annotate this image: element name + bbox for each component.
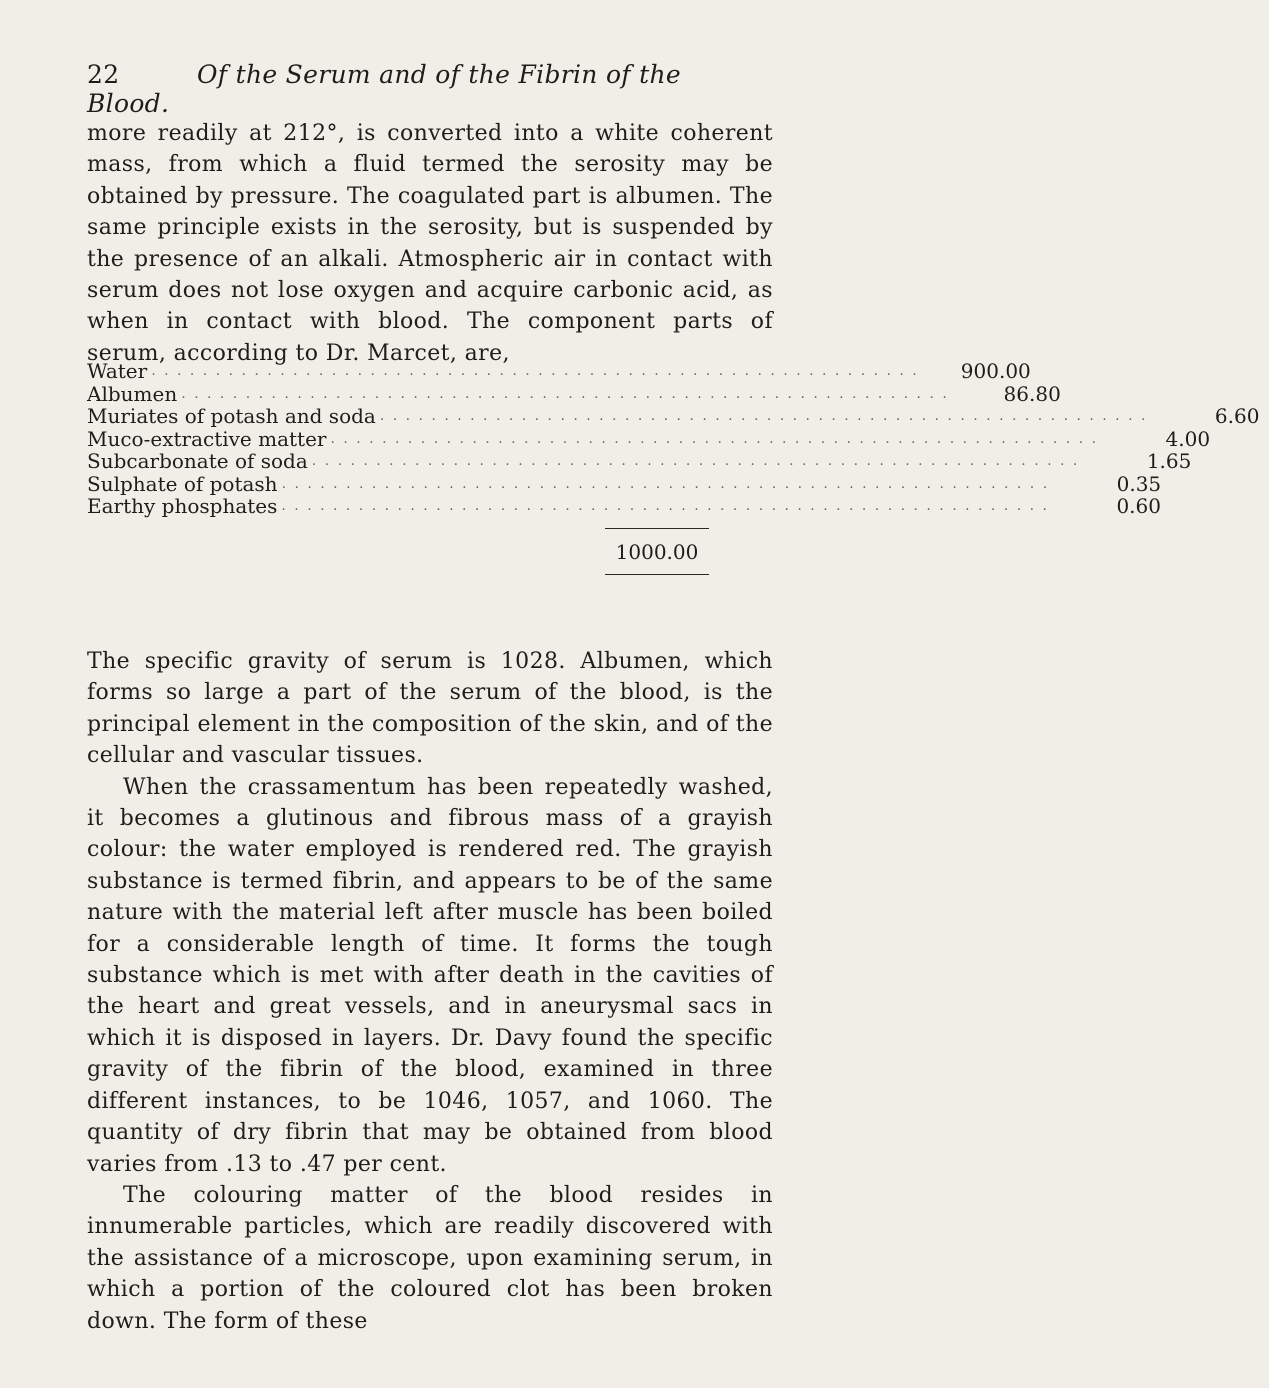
component-name: Sulphate of potash (87, 471, 278, 496)
component-value: 0.35 (1116, 471, 1162, 496)
table-row (87, 494, 1161, 518)
body-text (87, 646, 773, 1337)
component-name: Subcarbonate of soda (87, 449, 308, 473)
running-title: Of the Serum and of the Fibrin of the Blood. (87, 60, 681, 118)
component-name: Muriates of potash and soda (87, 404, 376, 428)
component-name: Albumen (87, 381, 178, 406)
intro-paragraph: more readily at 212°, is converted into a white coherent mass, from which a fluid termed the serosity may be obtained by pressure. The coagulated part is albumen. The same principle exists in the serosity, but is suspended by the presence of an alkali. Atmospheric air in contact with serum does not lose oxygen and acquire carbonic acid, as when in contact with blood. The component parts of serum, according to Dr. Marcet, are, (87, 121, 773, 366)
leader-dots: . . . . . . . . . . . . . . . . . . . . . . . . . . . . . . . . . . . . . . . . . . . . . . . . . . . . . . . . . . . . (379, 408, 1148, 424)
serum-composition-table (87, 359, 1260, 518)
leader-dots: . . . . . . . . . . . . . . . . . . . . . . . . . . . . . . . . . . . . . . . . . . . . . . . . . . . . . . . . . . . . (281, 475, 1050, 492)
leader-dots: . . . . . . . . . . . . . . . . . . . . . . . . . . . . . . . . . . . . . . . . . . . . . . . . . . . . . . . . . . . . (151, 363, 919, 379)
component-name: Earthy phosphates (87, 494, 278, 518)
paragraph: When the crassamentum has been repeatedly washed, it becomes a glutinous and fibrous mass of a grayish colour: the water employed is rendered red. The grayish substance is termed fibrin, and appears to be of the same nature with the material left after muscle has been boiled for a considerable length of time. It forms the tough substance which is met with after death in the cavities of the heart and great vessels, and in aneurysmal sacs in which it is disposed in layers. Dr. Davy found the specific gravity of the fibrin of the blood, examined in three different instances, to be 1046, 1057, and 1060. The quantity of dry fibrin that may be obtained from blood varies from .13 to .47 per cent. (87, 774, 773, 1177)
table-row (87, 426, 1211, 451)
component-value: 4.00 (1165, 426, 1211, 451)
table-row (87, 449, 1192, 473)
paragraph: The colouring matter of the blood resides in innumerable particles, which are readily discovered with the assistance of a microscope, upon examining serum, in which a portion of the coloured clot has been broken down. The form of these (87, 1182, 773, 1334)
table-row (87, 471, 1162, 496)
component-value: 0.60 (1116, 494, 1161, 518)
component-value: 900.00 (960, 359, 1031, 383)
table-row (87, 359, 1031, 383)
leader-dots: . . . . . . . . . . . . . . . . . . . . . . . . . . . . . . . . . . . . . . . . . . . . . . . . . . . . . . . . . . . . (311, 453, 1080, 469)
page-number: 22 (87, 60, 120, 89)
leader-dots: . . . . . . . . . . . . . . . . . . . . . . . . . . . . . . . . . . . . . . . . . . . . . . . . . . . . . . . . . . . . (181, 385, 949, 402)
table-row (87, 404, 1260, 428)
running-header (87, 60, 750, 118)
total-rule (605, 574, 709, 575)
component-value: 1.65 (1146, 449, 1192, 473)
table-total: 1000.00 (615, 540, 699, 564)
leader-dots: . . . . . . . . . . . . . . . . . . . . . . . . . . . . . . . . . . . . . . . . . . . . . . . . . . . . . . . . . . . . (330, 430, 1099, 447)
component-value: 6.60 (1214, 404, 1260, 428)
sum-rule (605, 528, 709, 529)
component-name: Muco-extractive matter (87, 426, 327, 451)
table-row (87, 381, 1061, 406)
component-name: Water (87, 359, 148, 383)
leader-dots: . . . . . . . . . . . . . . . . . . . . . . . . . . . . . . . . . . . . . . . . . . . . . . . . . . . . . . . . . . . . (281, 498, 1049, 514)
paragraph: The specific gravity of serum is 1028. Albumen, which forms so large a part of the serum of the blood, is the principal element in the composition of the skin, and of the cellular and vascular tissues. (87, 649, 773, 769)
component-value: 86.80 (1003, 381, 1061, 406)
